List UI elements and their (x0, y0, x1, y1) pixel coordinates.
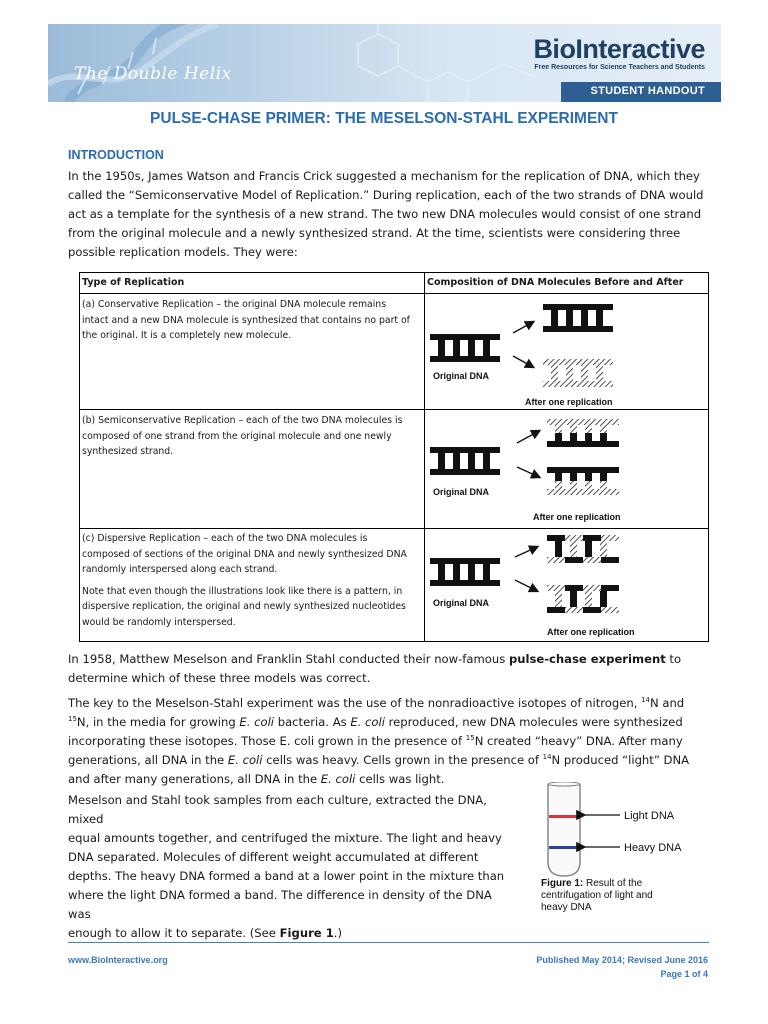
student-handout-bar (561, 82, 721, 102)
ecoli-term: E. coli (350, 715, 385, 729)
conservative-new-dna-icon (543, 359, 613, 387)
conservative-old-dna-icon (543, 304, 613, 332)
note-line: would be randomly interspersed. (82, 616, 236, 628)
text-line: equal amounts together, and centrifuged the mixture. The light and heavy (68, 831, 502, 845)
biointeractive-logo[interactable]: BioInteractive (533, 34, 705, 64)
text-span: N created “heavy” DNA. After many (474, 734, 683, 748)
text-span: to (665, 652, 682, 666)
text-line: where the light DNA formed a band. The difference in density of the DNA was (68, 888, 492, 921)
isotope-paragraph (68, 694, 708, 789)
cell-line: (a) Conservative Replication – the original DNA molecule remains (82, 299, 387, 310)
text-span: bacteria. As (274, 715, 351, 729)
header-banner (48, 24, 721, 102)
figure-caption (541, 878, 681, 914)
cell-line: (b) Semiconservative Replication – each of the two DNA molecules is (82, 415, 403, 426)
text-span: N, in the media for growing (76, 715, 240, 729)
intro-line: In the 1950s, James Watson and Francis Crick suggested a mechanism for the replication of DNA, which they (68, 169, 700, 183)
text-line: depths. The heavy DNA formed a band at a lower point in the mixture than (68, 869, 505, 883)
figure-reference: Figure 1 (279, 926, 334, 940)
cell-line: composed of one strand from the original molecule and one newly (82, 430, 392, 442)
original-dna-a-icon (430, 334, 500, 362)
isotope-superscript: 14 (641, 696, 650, 705)
intro-line: called the “Semiconservative Model of Replication.” During replication, each of the two strands of DNA would (68, 188, 704, 202)
text-span: cells was heavy. Cells grown in the presence of (262, 753, 543, 767)
intro-line: possible replication models. They were: (68, 245, 298, 259)
text-span: generations, all DNA in the (68, 753, 228, 767)
footer-divider (68, 942, 709, 943)
cell-line: randomly interspersed along each strand. (82, 564, 278, 575)
document-title: PULSE-CHASE PRIMER: THE MESELSON-STAHL EXPERIMENT (150, 110, 618, 127)
isotope-superscript: 15 (68, 715, 77, 724)
ecoli-term: E. coli (239, 715, 275, 729)
replication-diagrams (425, 295, 709, 641)
experiment-paragraph (68, 650, 708, 688)
test-tube-icon (548, 782, 580, 876)
logo-tagline: Free Resources for Science Teachers and Students (534, 64, 705, 71)
semiconservative-dna-1-icon (547, 419, 619, 447)
text-span: N produced “light” DNA (551, 753, 690, 767)
text-span: reproduced, new DNA molecules were synthesized (384, 715, 683, 729)
text-span: incorporating these isotopes. Those E. coli grown in the presence of (68, 734, 466, 748)
heavy-dna-label: Heavy DNA (624, 842, 682, 854)
banner-title: The Double Helix (74, 64, 232, 84)
semiconservative-description (82, 413, 422, 460)
ecoli-term: E. coli (320, 772, 356, 786)
figure-caption-title: Figure 1: (541, 878, 584, 889)
table-header-composition: Composition of DNA Molecules Before and After (425, 273, 709, 294)
text-span: The key to the Meselson-Stahl experiment was the use of the nonradioactive isotopes of nitrogen, (68, 696, 642, 710)
centrifuge-paragraph (68, 791, 518, 943)
footer-publication-date: Published May 2014; Revised June 2016 (536, 955, 708, 965)
text-span: In 1958, Matthew Meselson and Franklin Stahl conducted their now-famous (68, 652, 509, 666)
light-dna-band (549, 815, 579, 818)
text-line: determine which of these three models was correct. (68, 671, 371, 685)
text-line: DNA separated. Molecules of different weight accumulated at different (68, 850, 479, 864)
text-span: and after many generations, all DNA in the (68, 772, 321, 786)
intro-line: from the original molecule and a newly synthesized strand. At the time, scientists were considering three (68, 226, 681, 240)
figure-caption-text: Result of the centrifugation of light and heavy DNA (541, 878, 653, 913)
dispersive-dna-1-icon (547, 535, 619, 563)
dispersive-description (82, 531, 422, 630)
original-dna-label: Original DNA (433, 487, 490, 497)
dna-helix-graphic (48, 24, 248, 102)
semiconservative-dna-2-icon (547, 467, 619, 495)
note-line: Note that even though the illustrations look like there is a pattern, in (82, 585, 403, 597)
text-span: enough to allow it to separate. (See (68, 926, 280, 940)
cell-line: intact and a new DNA molecule is synthesized that contains no part of (82, 314, 410, 326)
cell-line: composed of sections of the original DNA and newly synthesized DNA (82, 548, 407, 560)
original-dna-label: Original DNA (433, 371, 490, 381)
table-header-type: Type of Replication (80, 273, 424, 294)
text-span: .) (333, 926, 342, 940)
isotope-superscript: 15 (465, 734, 475, 743)
dispersive-dna-2-icon (547, 585, 619, 613)
cell-line: synthesized strand. (82, 446, 174, 457)
student-handout-label: STUDENT HANDOUT (590, 85, 705, 97)
original-dna-c-icon (430, 558, 500, 586)
intro-paragraph (68, 167, 708, 262)
pulse-chase-term: pulse-chase experiment (508, 652, 666, 666)
text-span: N and (650, 696, 685, 710)
after-replication-label: After one replication (525, 397, 613, 407)
footer-website-link[interactable]: www.BioInteractive.org (68, 955, 168, 965)
light-dna-label: Light DNA (624, 810, 675, 822)
text-span: cells was light. (355, 772, 445, 786)
ecoli-term: E. coli (227, 753, 263, 767)
intro-line: act as a template for the synthesis of a new strand. The two new DNA molecules would consist of one strand (68, 207, 702, 221)
footer-page-number: Page 1 of 4 (660, 969, 708, 979)
text-line: Meselson and Stahl took samples from each culture, extracted the DNA, mixed (68, 793, 487, 826)
conservative-description (82, 297, 422, 344)
replication-models-table (79, 272, 709, 642)
note-line: dispersive replication, the original and newly synthesized nucleotides (82, 601, 406, 612)
isotope-superscript: 14 (542, 753, 552, 762)
heavy-dna-band (549, 846, 579, 849)
cell-line: the original. It is a completely new molecule. (82, 330, 292, 341)
cell-line: (c) Dispersive Replication – each of the two DNA molecules is (82, 533, 368, 544)
after-replication-label: After one replication (547, 627, 635, 637)
original-dna-label: Original DNA (433, 598, 490, 608)
after-replication-label: After one replication (533, 512, 621, 522)
introduction-heading: INTRODUCTION (68, 148, 164, 162)
original-dna-b-icon (430, 447, 500, 475)
